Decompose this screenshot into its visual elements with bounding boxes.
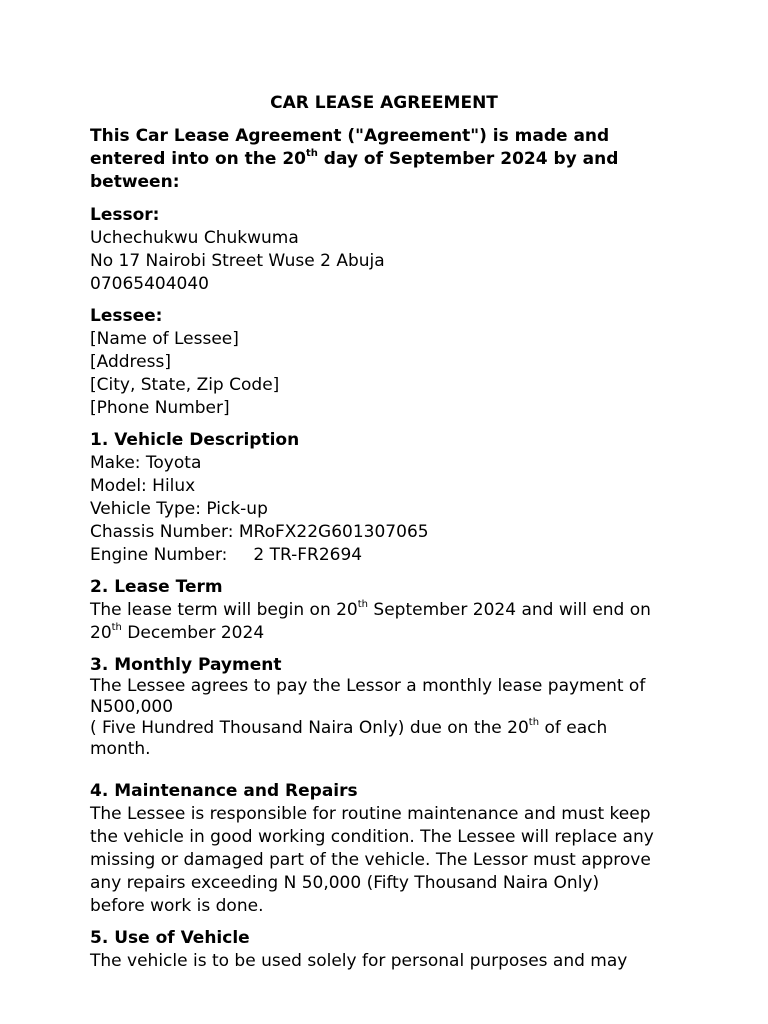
payment-line-2: N500,000 — [90, 697, 174, 717]
use-heading: 5. Use of Vehicle — [90, 928, 250, 948]
maintenance-line-2: the vehicle in good working condition. The Lessee will replace any — [90, 827, 654, 847]
term-line-2-a: 20 — [90, 623, 112, 643]
vehicle-type: Vehicle Type: Pick-up — [90, 499, 268, 519]
use-line-1: The vehicle is to be used solely for personal purposes and may — [90, 951, 628, 971]
intro-line-1: This Car Lease Agreement ("Agreement") is made and — [90, 126, 610, 146]
term-line-1-a: The lease term will begin on 20 — [90, 600, 358, 620]
vehicle-heading: 1. Vehicle Description — [90, 430, 300, 450]
vehicle-section — [90, 429, 690, 567]
lessor-name: Uchechukwu Chukwuma — [90, 228, 299, 248]
payment-line-3-b: of each — [539, 718, 608, 738]
intro-line-2-a: entered into on the 20 — [90, 149, 306, 169]
term-section — [90, 576, 690, 645]
term-line-2 — [90, 622, 690, 645]
vehicle-model: Model: Hilux — [90, 476, 196, 496]
term-heading: 2. Lease Term — [90, 577, 223, 597]
term-line-2-sup: th — [111, 622, 122, 633]
payment-heading: 3. Monthly Payment — [90, 655, 282, 675]
lessee-section — [90, 305, 690, 420]
lessee-name: [Name of Lessee] — [90, 329, 239, 349]
term-line-1-b: September 2024 and will end on — [368, 600, 651, 620]
maintenance-heading: 4. Maintenance and Repairs — [90, 781, 358, 801]
payment-line-4: month. — [90, 739, 151, 759]
maintenance-line-4: any repairs exceeding N 50,000 (Fifty Thousand Naira Only) — [90, 873, 600, 893]
term-line-1 — [90, 599, 690, 622]
payment-line-3 — [90, 718, 690, 739]
term-line-2-b: December 2024 — [121, 623, 265, 643]
lessee-phone: [Phone Number] — [90, 398, 230, 418]
engine-label: Engine Number: — [90, 545, 228, 565]
term-line-1-sup: th — [357, 599, 369, 610]
maintenance-line-3: missing or damaged part of the vehicle. The Lessor must approve — [90, 850, 651, 870]
intro-line-2 — [90, 148, 690, 171]
vehicle-engine — [90, 544, 690, 567]
payment-line-3-a: ( Five Hundred Thousand Naira Only) due on the 20 — [90, 718, 529, 738]
intro-paragraph — [90, 125, 690, 194]
intro-line-2-b: day of September 2024 by and — [317, 149, 619, 169]
maintenance-line-5: before work is done. — [90, 896, 264, 916]
lessor-address: No 17 Nairobi Street Wuse 2 Abuja — [90, 251, 385, 271]
lessee-heading: Lessee: — [90, 306, 163, 326]
payment-line-3-sup: th — [528, 717, 540, 728]
vehicle-make: Make: Toyota — [90, 453, 202, 473]
lessor-phone: 07065404040 — [90, 274, 209, 294]
maintenance-section — [90, 780, 690, 918]
lessee-city: [City, State, Zip Code] — [90, 375, 280, 395]
lessee-address: [Address] — [90, 352, 171, 372]
maintenance-line-1: The Lessee is responsible for routine maintenance and must keep — [90, 804, 651, 824]
payment-line-1: The Lessee agrees to pay the Lessor a monthly lease payment of — [90, 676, 646, 696]
use-section — [90, 927, 690, 973]
document-title: CAR LEASE AGREEMENT — [270, 93, 498, 113]
payment-section — [90, 655, 690, 760]
engine-value: 2 TR-FR2694 — [253, 545, 363, 565]
intro-line-2-sup: th — [305, 148, 318, 159]
vehicle-chassis: Chassis Number: MRoFX22G601307065 — [90, 522, 429, 542]
intro-line-3: between: — [90, 172, 180, 192]
lessor-section — [90, 204, 690, 296]
lessor-heading: Lessor: — [90, 205, 160, 225]
